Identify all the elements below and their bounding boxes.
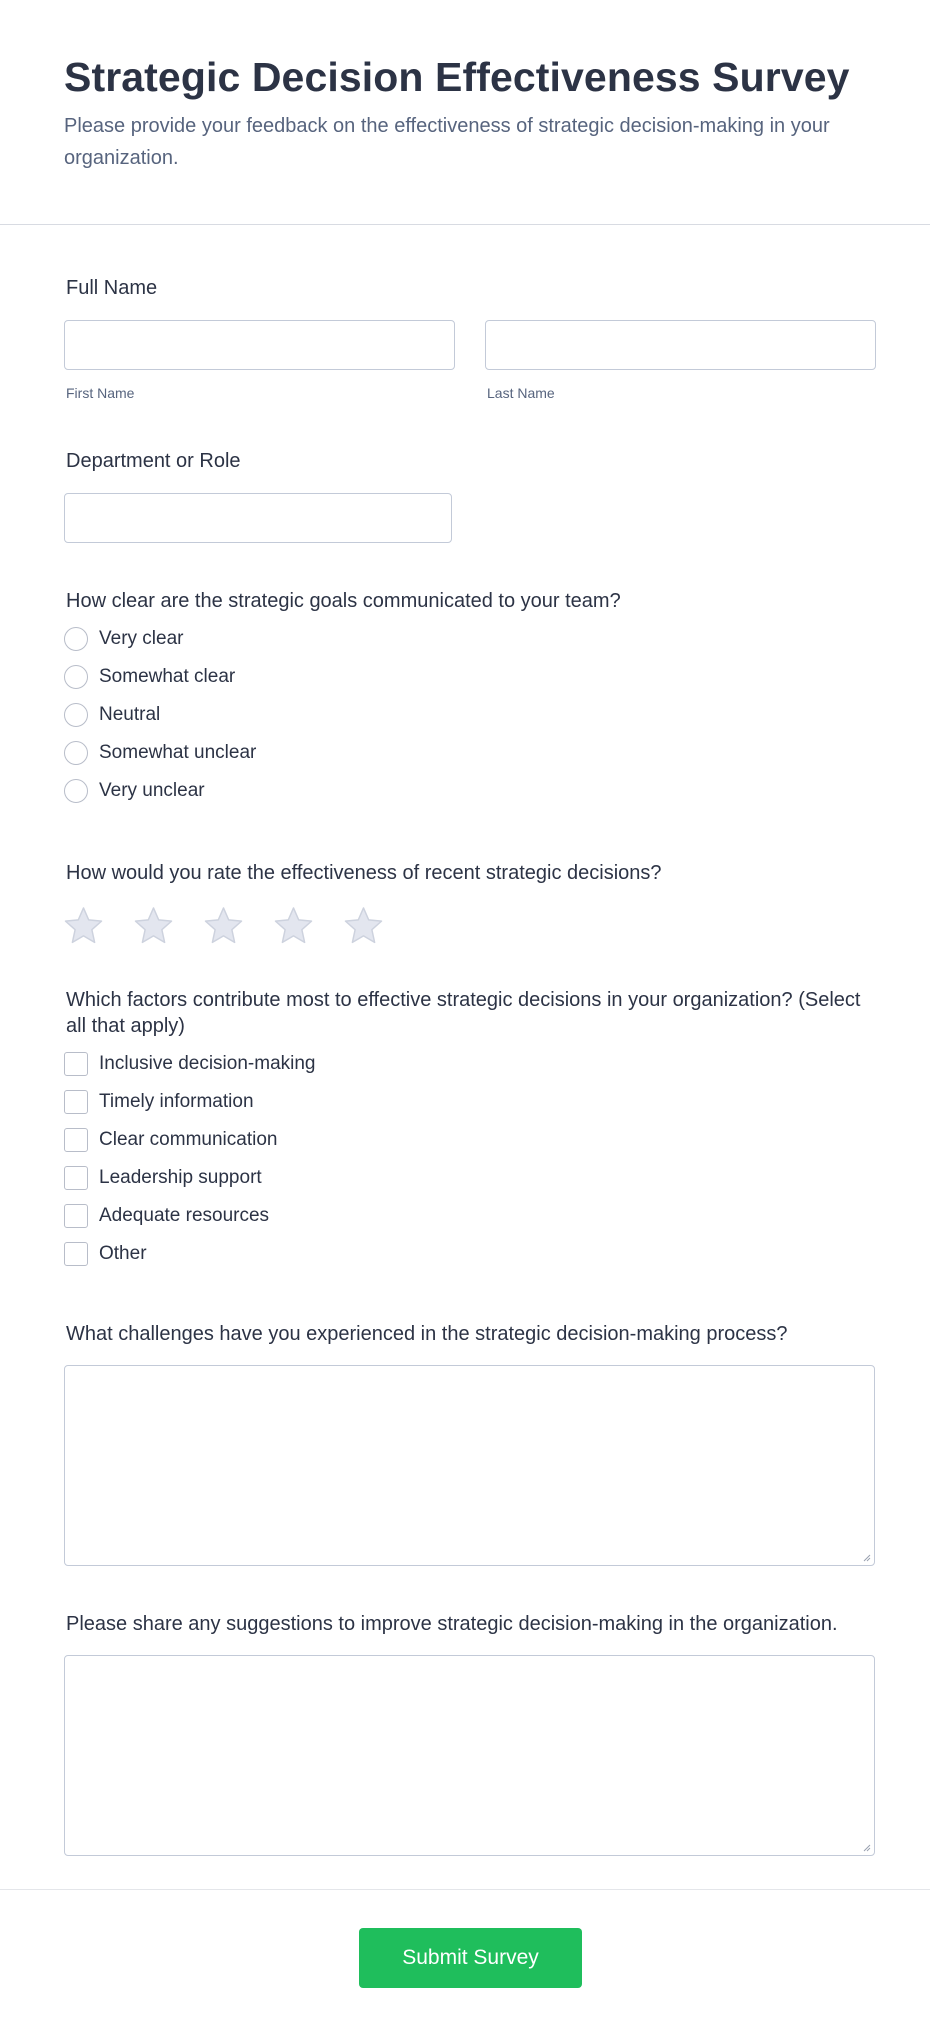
factors-options xyxy=(64,1045,874,1273)
factors-section xyxy=(64,987,874,1273)
checkbox-option-label: Timely information xyxy=(99,1091,254,1112)
star-icon[interactable] xyxy=(344,906,383,945)
clarity-question: How clear are the strategic goals communicated to your team? xyxy=(66,590,621,612)
form-header xyxy=(0,0,930,225)
last-name-sublabel: Last Name xyxy=(487,385,555,401)
last-name-input[interactable] xyxy=(485,320,876,370)
rating-section xyxy=(64,860,874,945)
checkbox-option-label: Inclusive decision-making xyxy=(99,1053,316,1074)
radio-option[interactable] xyxy=(64,772,874,810)
star-rating xyxy=(64,906,874,945)
checkbox-option[interactable] xyxy=(64,1045,874,1083)
suggestions-section xyxy=(64,1611,874,1856)
star-icon[interactable] xyxy=(64,906,103,945)
checkbox-option[interactable] xyxy=(64,1083,874,1121)
radio-option[interactable] xyxy=(64,620,874,658)
survey-form xyxy=(0,275,930,1856)
star-icon[interactable] xyxy=(274,906,313,945)
resize-grip-icon[interactable] xyxy=(861,1842,871,1852)
resize-grip-icon[interactable] xyxy=(861,1552,871,1562)
checkbox[interactable] xyxy=(64,1166,88,1190)
checkbox[interactable] xyxy=(64,1242,88,1266)
first-name-input[interactable] xyxy=(64,320,455,370)
suggestions-question: Please share any suggestions to improve strategic decision-making in the organization. xyxy=(66,1613,838,1635)
department-label: Department or Role xyxy=(66,450,241,472)
radio-option[interactable] xyxy=(64,658,874,696)
page-subtitle: Please provide your feedback on the effectiveness of strategic decision-making in your organization. xyxy=(64,115,830,169)
checkbox[interactable] xyxy=(64,1052,88,1076)
checkbox[interactable] xyxy=(64,1090,88,1114)
radio-option-label: Very clear xyxy=(99,628,184,649)
department-section xyxy=(64,448,874,543)
radio-option-label: Very unclear xyxy=(99,780,205,801)
clarity-section xyxy=(64,588,874,810)
full-name-section xyxy=(64,275,874,401)
radio-option-label: Neutral xyxy=(99,704,161,725)
checkbox-option-label: Leadership support xyxy=(99,1167,262,1188)
clarity-options xyxy=(64,620,874,810)
challenges-question: What challenges have you experienced in the strategic decision-making process? xyxy=(66,1323,788,1345)
checkbox-option[interactable] xyxy=(64,1121,874,1159)
radio-button[interactable] xyxy=(64,779,88,803)
radio-option[interactable] xyxy=(64,696,874,734)
checkbox[interactable] xyxy=(64,1128,88,1152)
checkbox-option-label: Other xyxy=(99,1243,147,1264)
checkbox-option-label: Clear communication xyxy=(99,1129,278,1150)
checkbox[interactable] xyxy=(64,1204,88,1228)
checkbox-option-label: Adequate resources xyxy=(99,1205,270,1226)
department-input[interactable] xyxy=(64,493,452,543)
form-footer xyxy=(0,1889,930,2037)
radio-button[interactable] xyxy=(64,665,88,689)
full-name-label: Full Name xyxy=(66,277,158,299)
factors-question: Which factors contribute most to effective strategic decisions in your organization? (Select all that apply) xyxy=(66,989,861,1037)
radio-option-label: Somewhat clear xyxy=(99,666,236,687)
radio-option[interactable] xyxy=(64,734,874,772)
checkbox-option[interactable] xyxy=(64,1197,874,1235)
suggestions-textarea[interactable] xyxy=(64,1655,875,1856)
challenges-textarea[interactable] xyxy=(64,1365,875,1566)
checkbox-option[interactable] xyxy=(64,1159,874,1197)
rating-question: How would you rate the effectiveness of recent strategic decisions? xyxy=(66,862,662,884)
submit-survey-button[interactable]: Submit Survey xyxy=(359,1928,582,1988)
page-title: Strategic Decision Effectiveness Survey xyxy=(64,54,850,100)
challenges-section xyxy=(64,1321,874,1566)
star-icon[interactable] xyxy=(134,906,173,945)
star-icon[interactable] xyxy=(204,906,243,945)
radio-option-label: Somewhat unclear xyxy=(99,742,257,763)
radio-button[interactable] xyxy=(64,703,88,727)
checkbox-option[interactable] xyxy=(64,1235,874,1273)
first-name-sublabel: First Name xyxy=(66,385,135,401)
radio-button[interactable] xyxy=(64,741,88,765)
radio-button[interactable] xyxy=(64,627,88,651)
